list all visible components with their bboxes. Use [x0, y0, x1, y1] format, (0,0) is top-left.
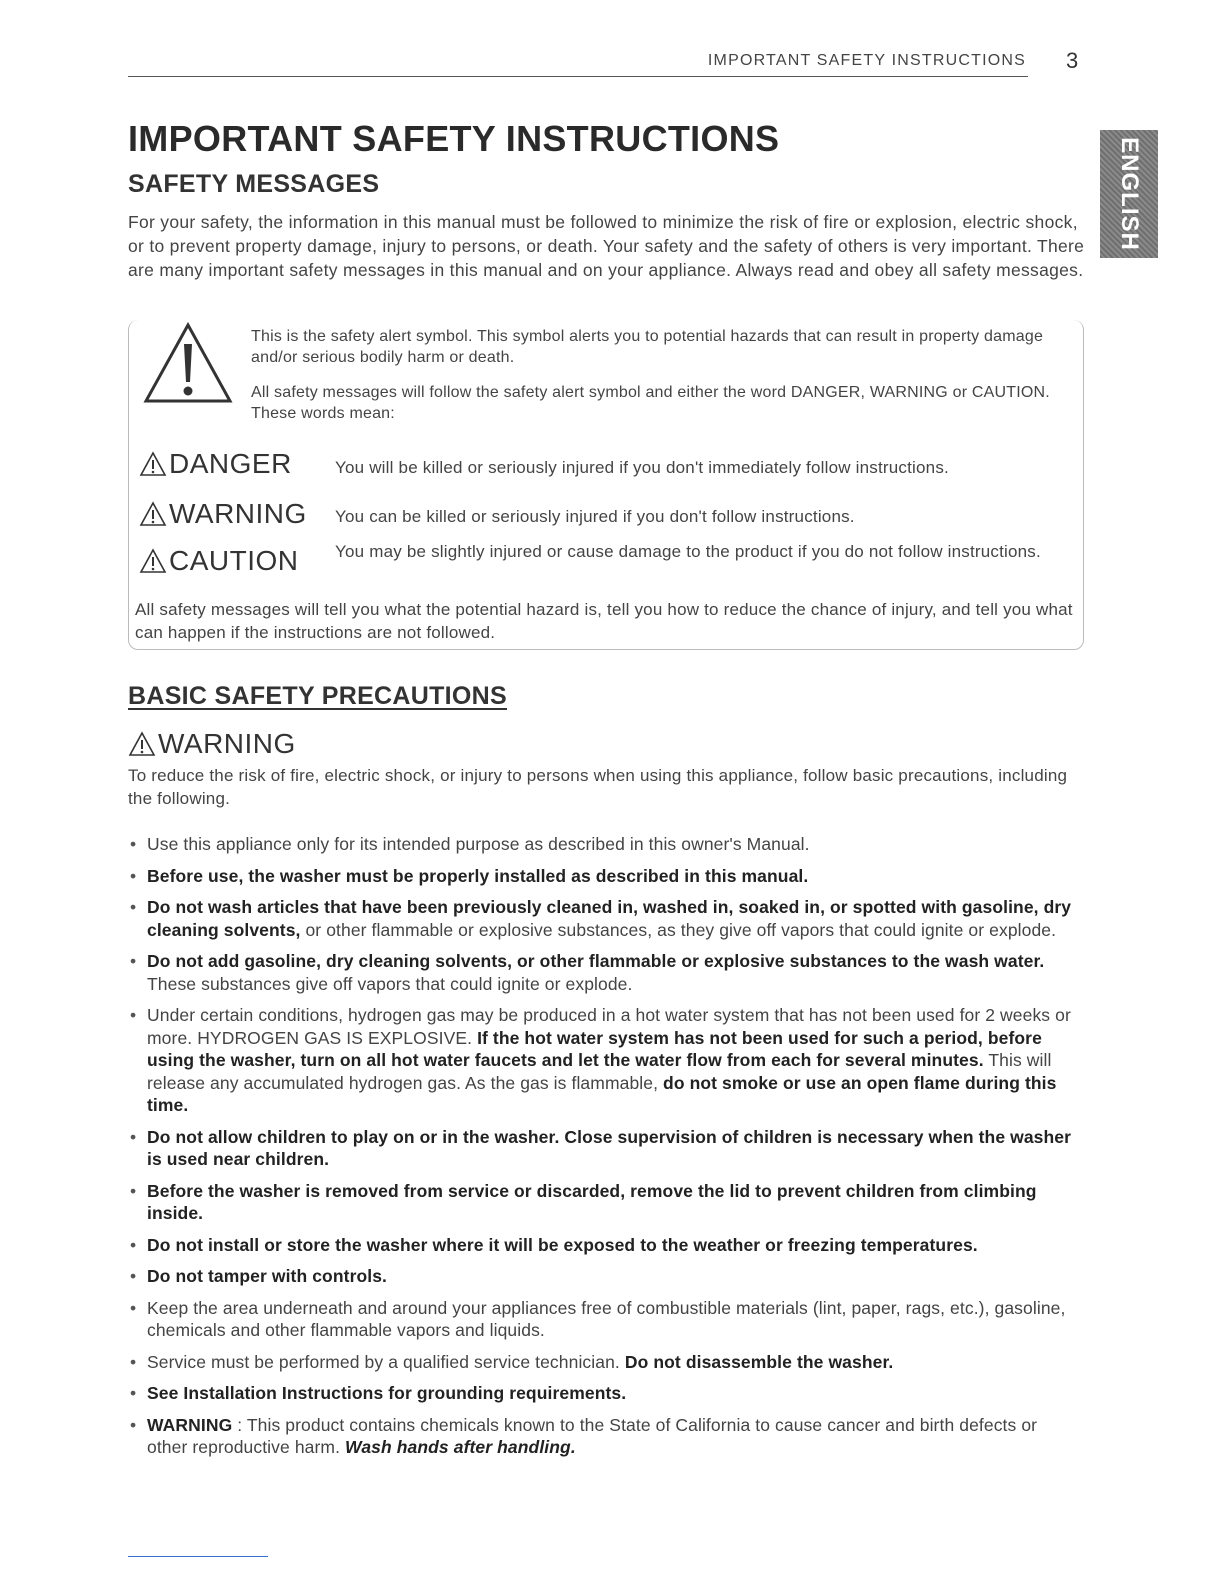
precaution-item: [128, 1297, 1078, 1342]
precaution-text: Do not disassemble the washer.: [624, 1351, 894, 1372]
precaution-item: [128, 1265, 1078, 1288]
precaution-item: [128, 950, 1078, 995]
precaution-text: This will release any accumulated hydrogen gas. As the gas is flammable,: [147, 1050, 1052, 1093]
precaution-item: [128, 1351, 1078, 1374]
precaution-item: [128, 1004, 1078, 1117]
safety-messages-intro: For your safety, the information in this manual must be followed to minimize the risk of fire or explosion, electric shock, or to prevent property damage, injury to persons, or death. Your safety and the safety of others is very important. There are many important safety messages in this manual and on your appliance. Always read and obey all safety messages.: [128, 212, 1085, 280]
basic-precautions-intro-text: To reduce the risk of fire, electric shock, or injury to persons when using this appliance, follow basic precautions, including the following.: [128, 766, 1068, 808]
precaution-item: [128, 1126, 1078, 1171]
precaution-text: Use this appliance only for its intended purpose as described in this owner's Manual.: [147, 834, 810, 854]
precaution-text: or other flammable or explosive substances, as they give off vapors that could ignite or explode.: [300, 919, 1057, 940]
precaution-text: WARNING: [147, 1414, 233, 1435]
page-title: IMPORTANT SAFETY INSTRUCTIONS: [128, 118, 780, 159]
language-tab-label: ENGLISH: [1116, 137, 1143, 251]
precaution-text: Do not tamper with controls.: [147, 1266, 388, 1286]
safety-messages-heading: SAFETY MESSAGES: [128, 170, 380, 198]
precaution-text: Service must be performed by a qualified service technician.: [147, 1351, 625, 1372]
precaution-text: If the hot water system has not been used for such a period, before using the washer, turn on all hot water faucets and let the water flow from each for several minutes.: [147, 1027, 1042, 1070]
warning-triangle-icon: [139, 451, 167, 477]
running-header: [128, 50, 1028, 77]
caution-word: CAUTION: [169, 545, 299, 576]
danger-word: DANGER: [169, 448, 292, 479]
basic-precautions-intro: [128, 764, 1078, 810]
precautions-list: [128, 833, 1078, 1468]
precaution-item: [128, 1414, 1078, 1459]
precaution-text: Do not add gasoline, dry cleaning solvents, or other flammable or explosive substances to the wash water.: [147, 951, 1045, 971]
precaution-item: [128, 833, 1078, 856]
caution-meaning: You may be slightly injured or cause damage to the product if you do not follow instructions.: [335, 542, 1041, 561]
danger-signal-word: [139, 448, 292, 480]
precaution-text: These substances give off vapors that could ignite or explode.: [147, 973, 633, 994]
basic-warning-heading: [128, 728, 296, 760]
precaution-text: Before the washer is removed from service or discarded, remove the lid to prevent children from climbing inside.: [147, 1180, 1037, 1223]
alert-symbol-description: This is the safety alert symbol. This symbol alerts you to potential hazards that can result in property damage and/or serious bodily harm or death.: [251, 328, 1044, 366]
warning-word: WARNING: [169, 498, 307, 529]
footer-rule: [128, 1556, 268, 1557]
warning-signal-word: [139, 498, 307, 530]
language-tab: [1100, 130, 1158, 258]
precaution-item: [128, 865, 1078, 888]
precaution-text: Before use, the washer must be properly installed as described in this manual.: [147, 865, 809, 886]
basic-warning-word: WARNING: [158, 728, 296, 759]
caution-signal-word: [139, 545, 299, 577]
warning-triangle-icon: [139, 501, 167, 527]
precaution-item: [128, 896, 1078, 941]
danger-meaning: You will be killed or seriously injured if you don't immediately follow instructions.: [335, 458, 949, 477]
warning-triangle-icon: [139, 548, 167, 574]
warning-triangle-icon: [128, 731, 156, 757]
precaution-text: See Installation Instructions for grounding requirements.: [147, 1383, 627, 1403]
safety-alert-box: [128, 320, 1084, 650]
precaution-item: [128, 1382, 1078, 1405]
precaution-text: Do not wash articles that have been previously cleaned in, washed in, soaked in, or spotted with gasoline, dry cleaning solvents,: [147, 897, 1072, 940]
safety-alert-triangle-icon: [143, 322, 233, 404]
warning-meaning: You can be killed or seriously injured if you don't follow instructions.: [335, 507, 855, 526]
basic-precautions-heading: BASIC SAFETY PRECAUTIONS: [128, 682, 508, 710]
precaution-text: Do not install or store the washer where it will be exposed to the weather or freezing temperatures.: [147, 1234, 978, 1255]
alert-follow-description: All safety messages will follow the safety alert symbol and either the word DANGER, WARNING or CAUTION. These words mean:: [251, 384, 1050, 422]
alert-box-footer: All safety messages will tell you what the potential hazard is, tell you how to reduce the chance of injury, and tell you what can happen if the instructions are not followed.: [135, 600, 1073, 642]
precaution-text: : This product contains chemicals known to the State of California to cause cancer and birth defects or other reproductive harm.: [147, 1414, 1038, 1457]
running-header-title: IMPORTANT SAFETY INSTRUCTIONS: [707, 52, 1026, 69]
precaution-text: Keep the area underneath and around your appliances free of combustible materials (lint, paper, rags, etc.), gasoline, chemicals and other flammable vapors and liquids.: [147, 1297, 1066, 1340]
precaution-item: [128, 1180, 1078, 1225]
precaution-text: Under certain conditions, hydrogen gas may be produced in a hot water system that has not been used for 2 weeks or more. HYDROGEN GAS IS EXPLOSIVE.: [147, 1005, 1071, 1048]
precaution-text: Do not allow children to play on or in the washer. Close supervision of children is necessary when the washer is used near children.: [147, 1126, 1072, 1169]
precaution-text: do not smoke or use an open flame during this time.: [147, 1072, 1057, 1115]
precaution-item: [128, 1234, 1078, 1257]
page-number: 3: [1066, 48, 1079, 73]
precaution-text: Wash hands after handling.: [345, 1437, 576, 1457]
